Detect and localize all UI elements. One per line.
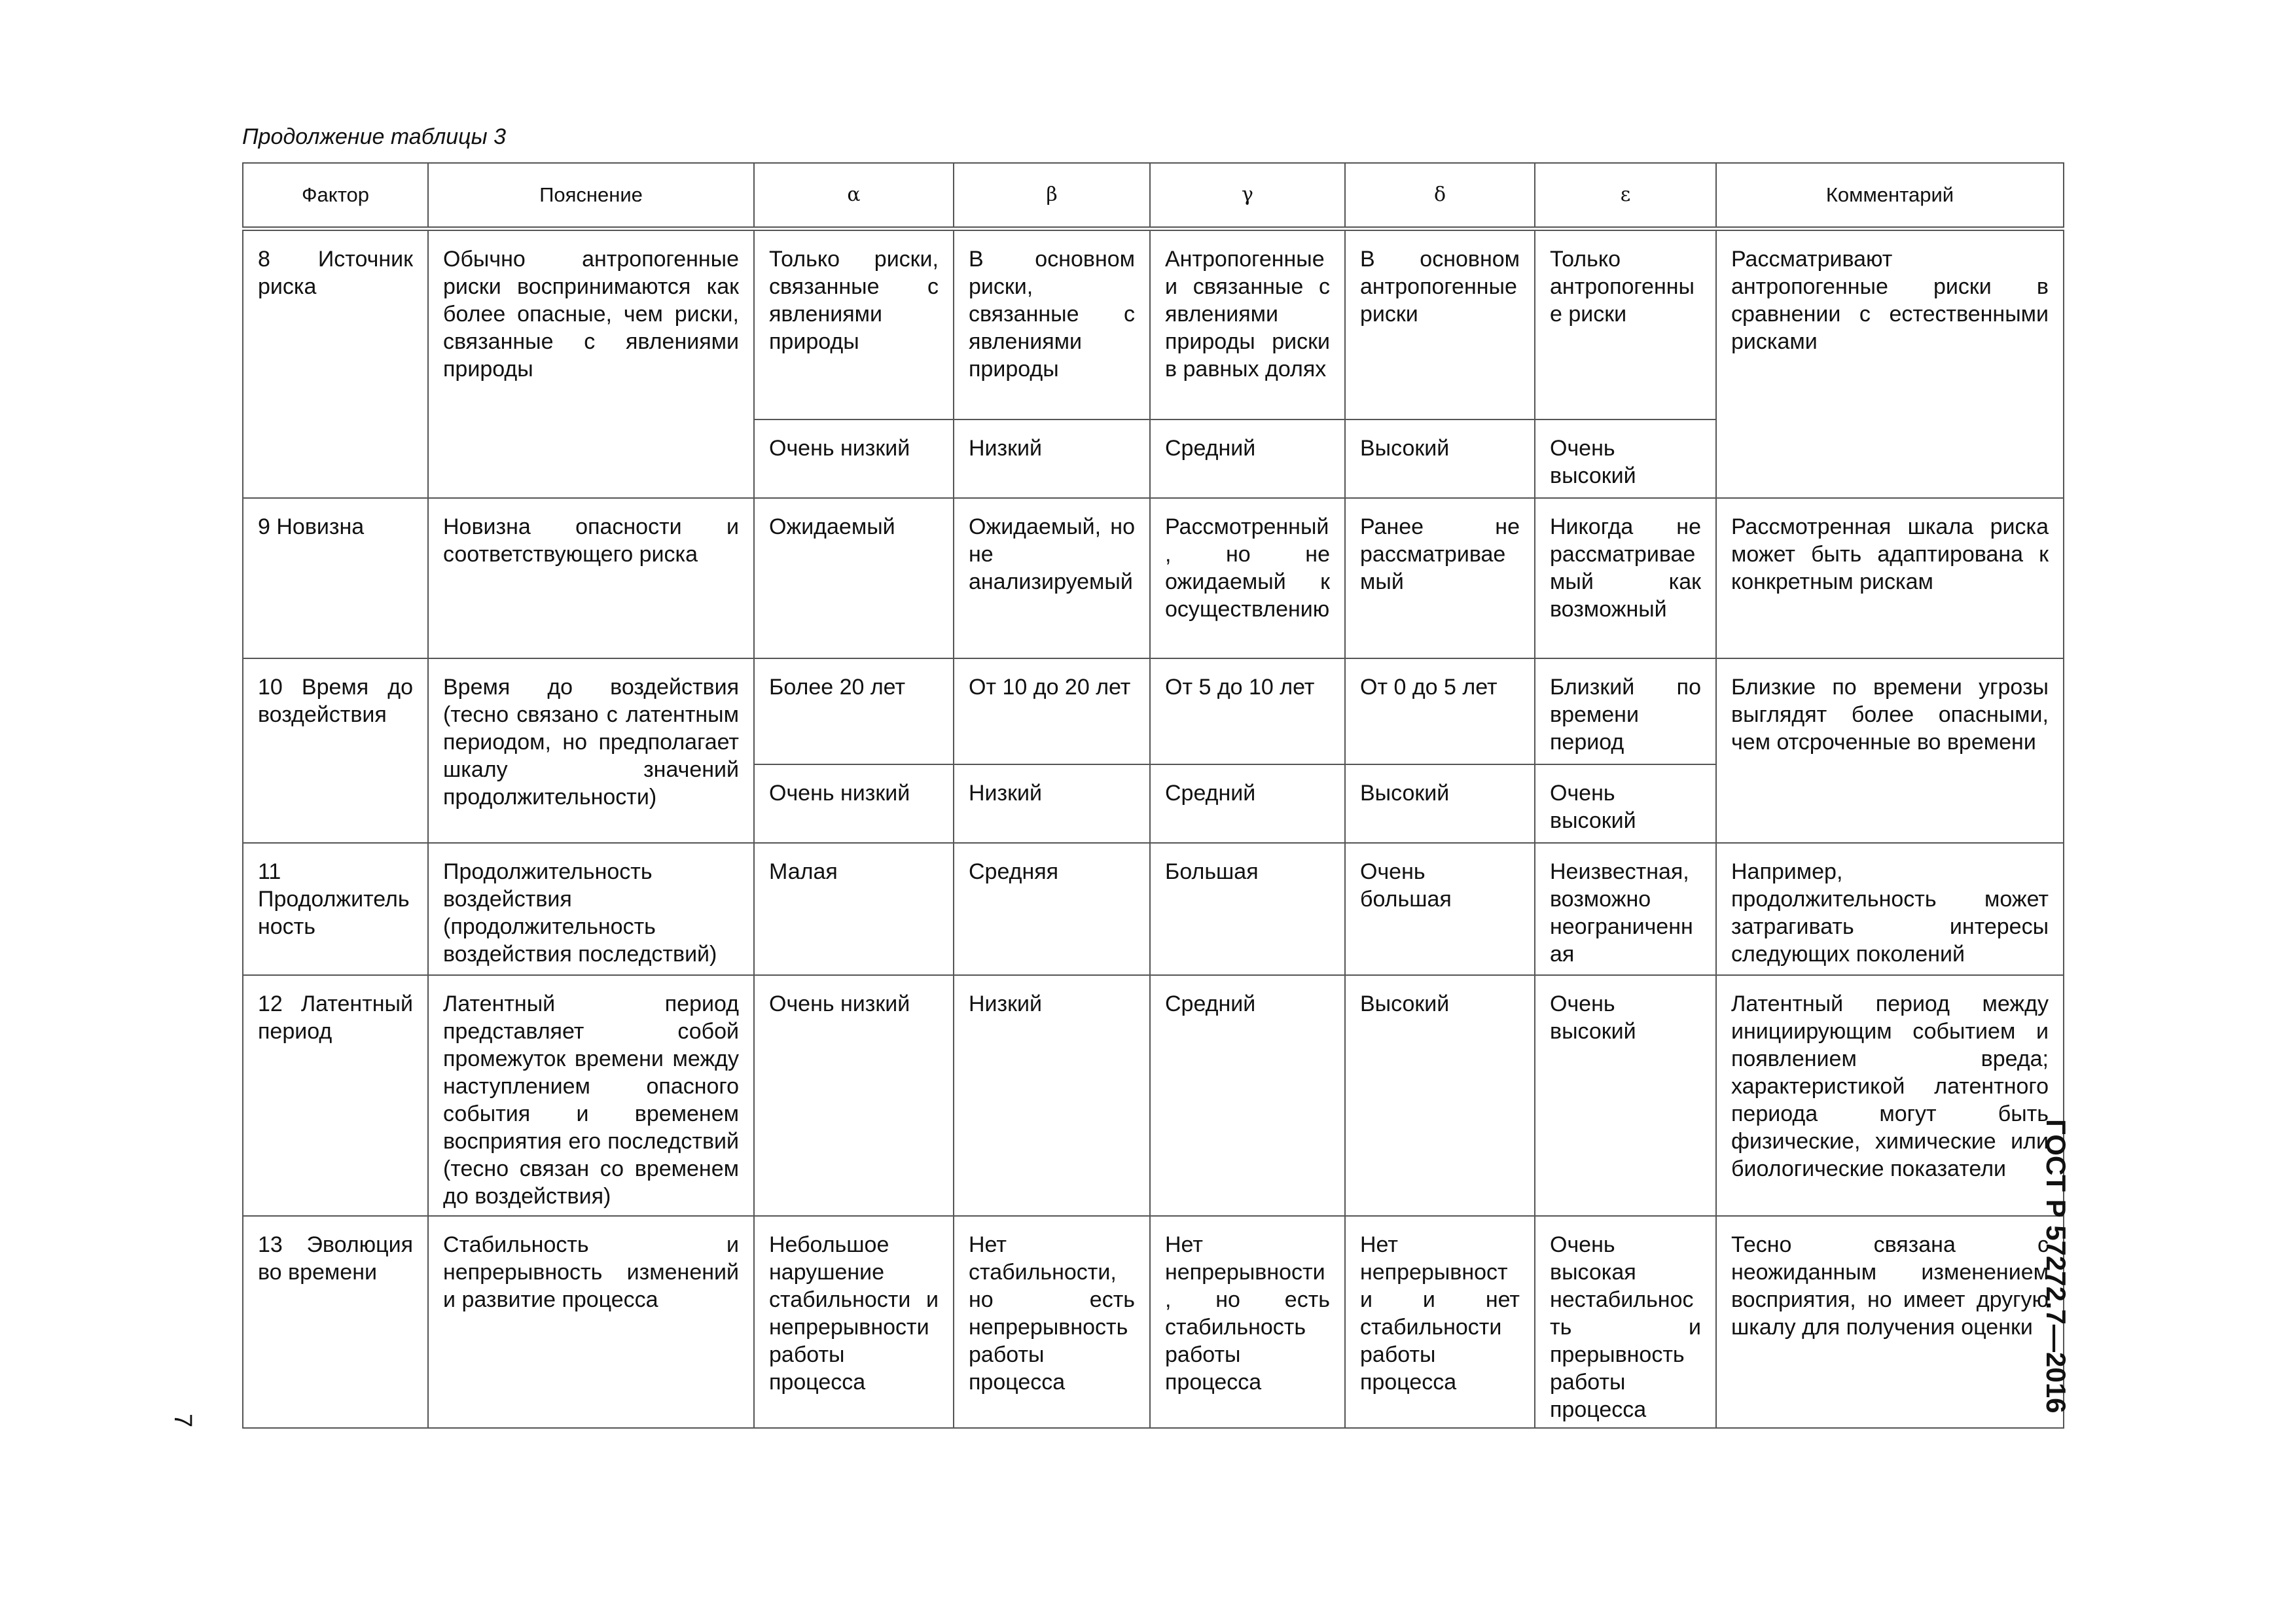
page-number: 7 <box>169 1414 196 1428</box>
factor-cell: 9 Новизна <box>243 498 428 658</box>
epsilon-level-cell: Очень высокий <box>1535 764 1716 843</box>
epsilon-cell: Неизвестная, возможно неограниченная <box>1535 843 1716 975</box>
epsilon-cell: Очень высокий <box>1535 975 1716 1216</box>
beta-level-cell: Низкий <box>954 764 1150 843</box>
comment-cell: Рассматривают антропогенные риски в сравнении с естественными рисками <box>1716 229 2064 498</box>
gamma-cell: От 5 до 10 лет <box>1150 658 1345 764</box>
table-row <box>243 498 2064 658</box>
alpha-cell: Небольшое нарушение стабильности и непрерывности работы процесса <box>754 1216 954 1428</box>
explanation-cell: Новизна опасности и соответствующего риска <box>428 498 754 658</box>
header-beta: β <box>954 163 1150 229</box>
delta-level-cell: Высокий <box>1345 419 1535 498</box>
alpha-cell: Ожидаемый <box>754 498 954 658</box>
gamma-cell: Рассмотренный, но не ожидаемый к осуществлению <box>1150 498 1345 658</box>
comment-cell: Тесно связана с неожиданным изменением восприятия, но имеет другую шкалу для получения оценки <box>1716 1216 2064 1428</box>
gamma-cell: Антропогенные и связанные с явлениями природы риски в равных долях <box>1150 229 1345 419</box>
gamma-cell: Большая <box>1150 843 1345 975</box>
table-caption: Продолжение таблицы 3 <box>242 124 506 149</box>
alpha-level-cell: Очень низкий <box>754 419 954 498</box>
risk-factor-table <box>242 162 2064 1429</box>
beta-level-cell: Низкий <box>954 419 1150 498</box>
comment-cell: Например, продолжительность может затрагивать интересы следующих поколений <box>1716 843 2064 975</box>
header-factor: Фактор <box>243 163 428 229</box>
alpha-cell: Более 20 лет <box>754 658 954 764</box>
beta-cell: Средняя <box>954 843 1150 975</box>
header-explanation: Пояснение <box>428 163 754 229</box>
comment-cell: Близкие по времени угрозы выглядят более опасными, чем отсроченные во времени <box>1716 658 2064 843</box>
comment-cell: Латентный период между инициирующим событием и появлением вреда; характеристикой латентного периода могут быть физические, химические или биологические показатели <box>1716 975 2064 1216</box>
epsilon-cell: Близкий по времени период <box>1535 658 1716 764</box>
alpha-cell: Малая <box>754 843 954 975</box>
gamma-cell: Средний <box>1150 975 1345 1216</box>
beta-cell: Ожидаемый, но не анализируемый <box>954 498 1150 658</box>
explanation-cell: Стабильность и непрерывность изменений и развитие процесса <box>428 1216 754 1428</box>
table-header-row <box>243 163 2064 229</box>
alpha-level-cell: Очень низкий <box>754 764 954 843</box>
delta-level-cell: Высокий <box>1345 764 1535 843</box>
beta-cell: В основном риски, связанные с явлениями природы <box>954 229 1150 419</box>
header-gamma: γ <box>1150 163 1345 229</box>
explanation-cell: Продолжительность воздействия (продолжительность воздействия последствий) <box>428 843 754 975</box>
factor-cell: 11 Продолжительность <box>243 843 428 975</box>
standard-designation: ГОСТ Р 57272.7—2016 <box>2041 1119 2072 1414</box>
alpha-cell: Только риски, связанные с явлениями природы <box>754 229 954 419</box>
beta-cell: Низкий <box>954 975 1150 1216</box>
delta-cell: В основном антропогенные риски <box>1345 229 1535 419</box>
table-row <box>243 229 2064 419</box>
explanation-cell: Латентный период представляет собой промежуток времени между наступлением опасного события и временем восприятия его последствий (тесно связан со временем до воздействия) <box>428 975 754 1216</box>
delta-cell: Высокий <box>1345 975 1535 1216</box>
delta-cell: Очень большая <box>1345 843 1535 975</box>
delta-cell: Ранее не рассматриваемый <box>1345 498 1535 658</box>
table-row <box>243 843 2064 975</box>
header-epsilon: ε <box>1535 163 1716 229</box>
epsilon-cell: Никогда не рассматриваемый как возможный <box>1535 498 1716 658</box>
delta-cell: Нет непрерывности и нет стабильности работы процесса <box>1345 1216 1535 1428</box>
explanation-cell: Время до воздействия (тесно связано с латентным периодом, но предполагает шкалу значений продолжительности) <box>428 658 754 843</box>
gamma-cell: Нет непрерывности, но есть стабильность работы процесса <box>1150 1216 1345 1428</box>
factor-cell: 13 Эволюция во времени <box>243 1216 428 1428</box>
header-delta: δ <box>1345 163 1535 229</box>
factor-cell: 12 Латентный период <box>243 975 428 1216</box>
epsilon-level-cell: Очень высокий <box>1535 419 1716 498</box>
beta-cell: От 10 до 20 лет <box>954 658 1150 764</box>
beta-cell: Нет стабильности, но есть непрерывность работы процесса <box>954 1216 1150 1428</box>
comment-cell: Рассмотренная шкала риска может быть адаптирована к конкретным рискам <box>1716 498 2064 658</box>
epsilon-cell: Только антропогенные риски <box>1535 229 1716 419</box>
header-comment: Комментарий <box>1716 163 2064 229</box>
header-alpha: α <box>754 163 954 229</box>
explanation-cell: Обычно антропогенные риски воспринимаются как более опасные, чем риски, связанные с явлениями природы <box>428 229 754 498</box>
gamma-level-cell: Средний <box>1150 419 1345 498</box>
delta-cell: От 0 до 5 лет <box>1345 658 1535 764</box>
gamma-level-cell: Средний <box>1150 764 1345 843</box>
table-row <box>243 658 2064 764</box>
factor-cell: 10 Время до воздействия <box>243 658 428 843</box>
alpha-cell: Очень низкий <box>754 975 954 1216</box>
table-row <box>243 1216 2064 1428</box>
epsilon-cell: Очень высокая нестабильность и прерывность работы процесса <box>1535 1216 1716 1428</box>
table-row <box>243 975 2064 1216</box>
factor-cell: 8 Источник риска <box>243 229 428 498</box>
